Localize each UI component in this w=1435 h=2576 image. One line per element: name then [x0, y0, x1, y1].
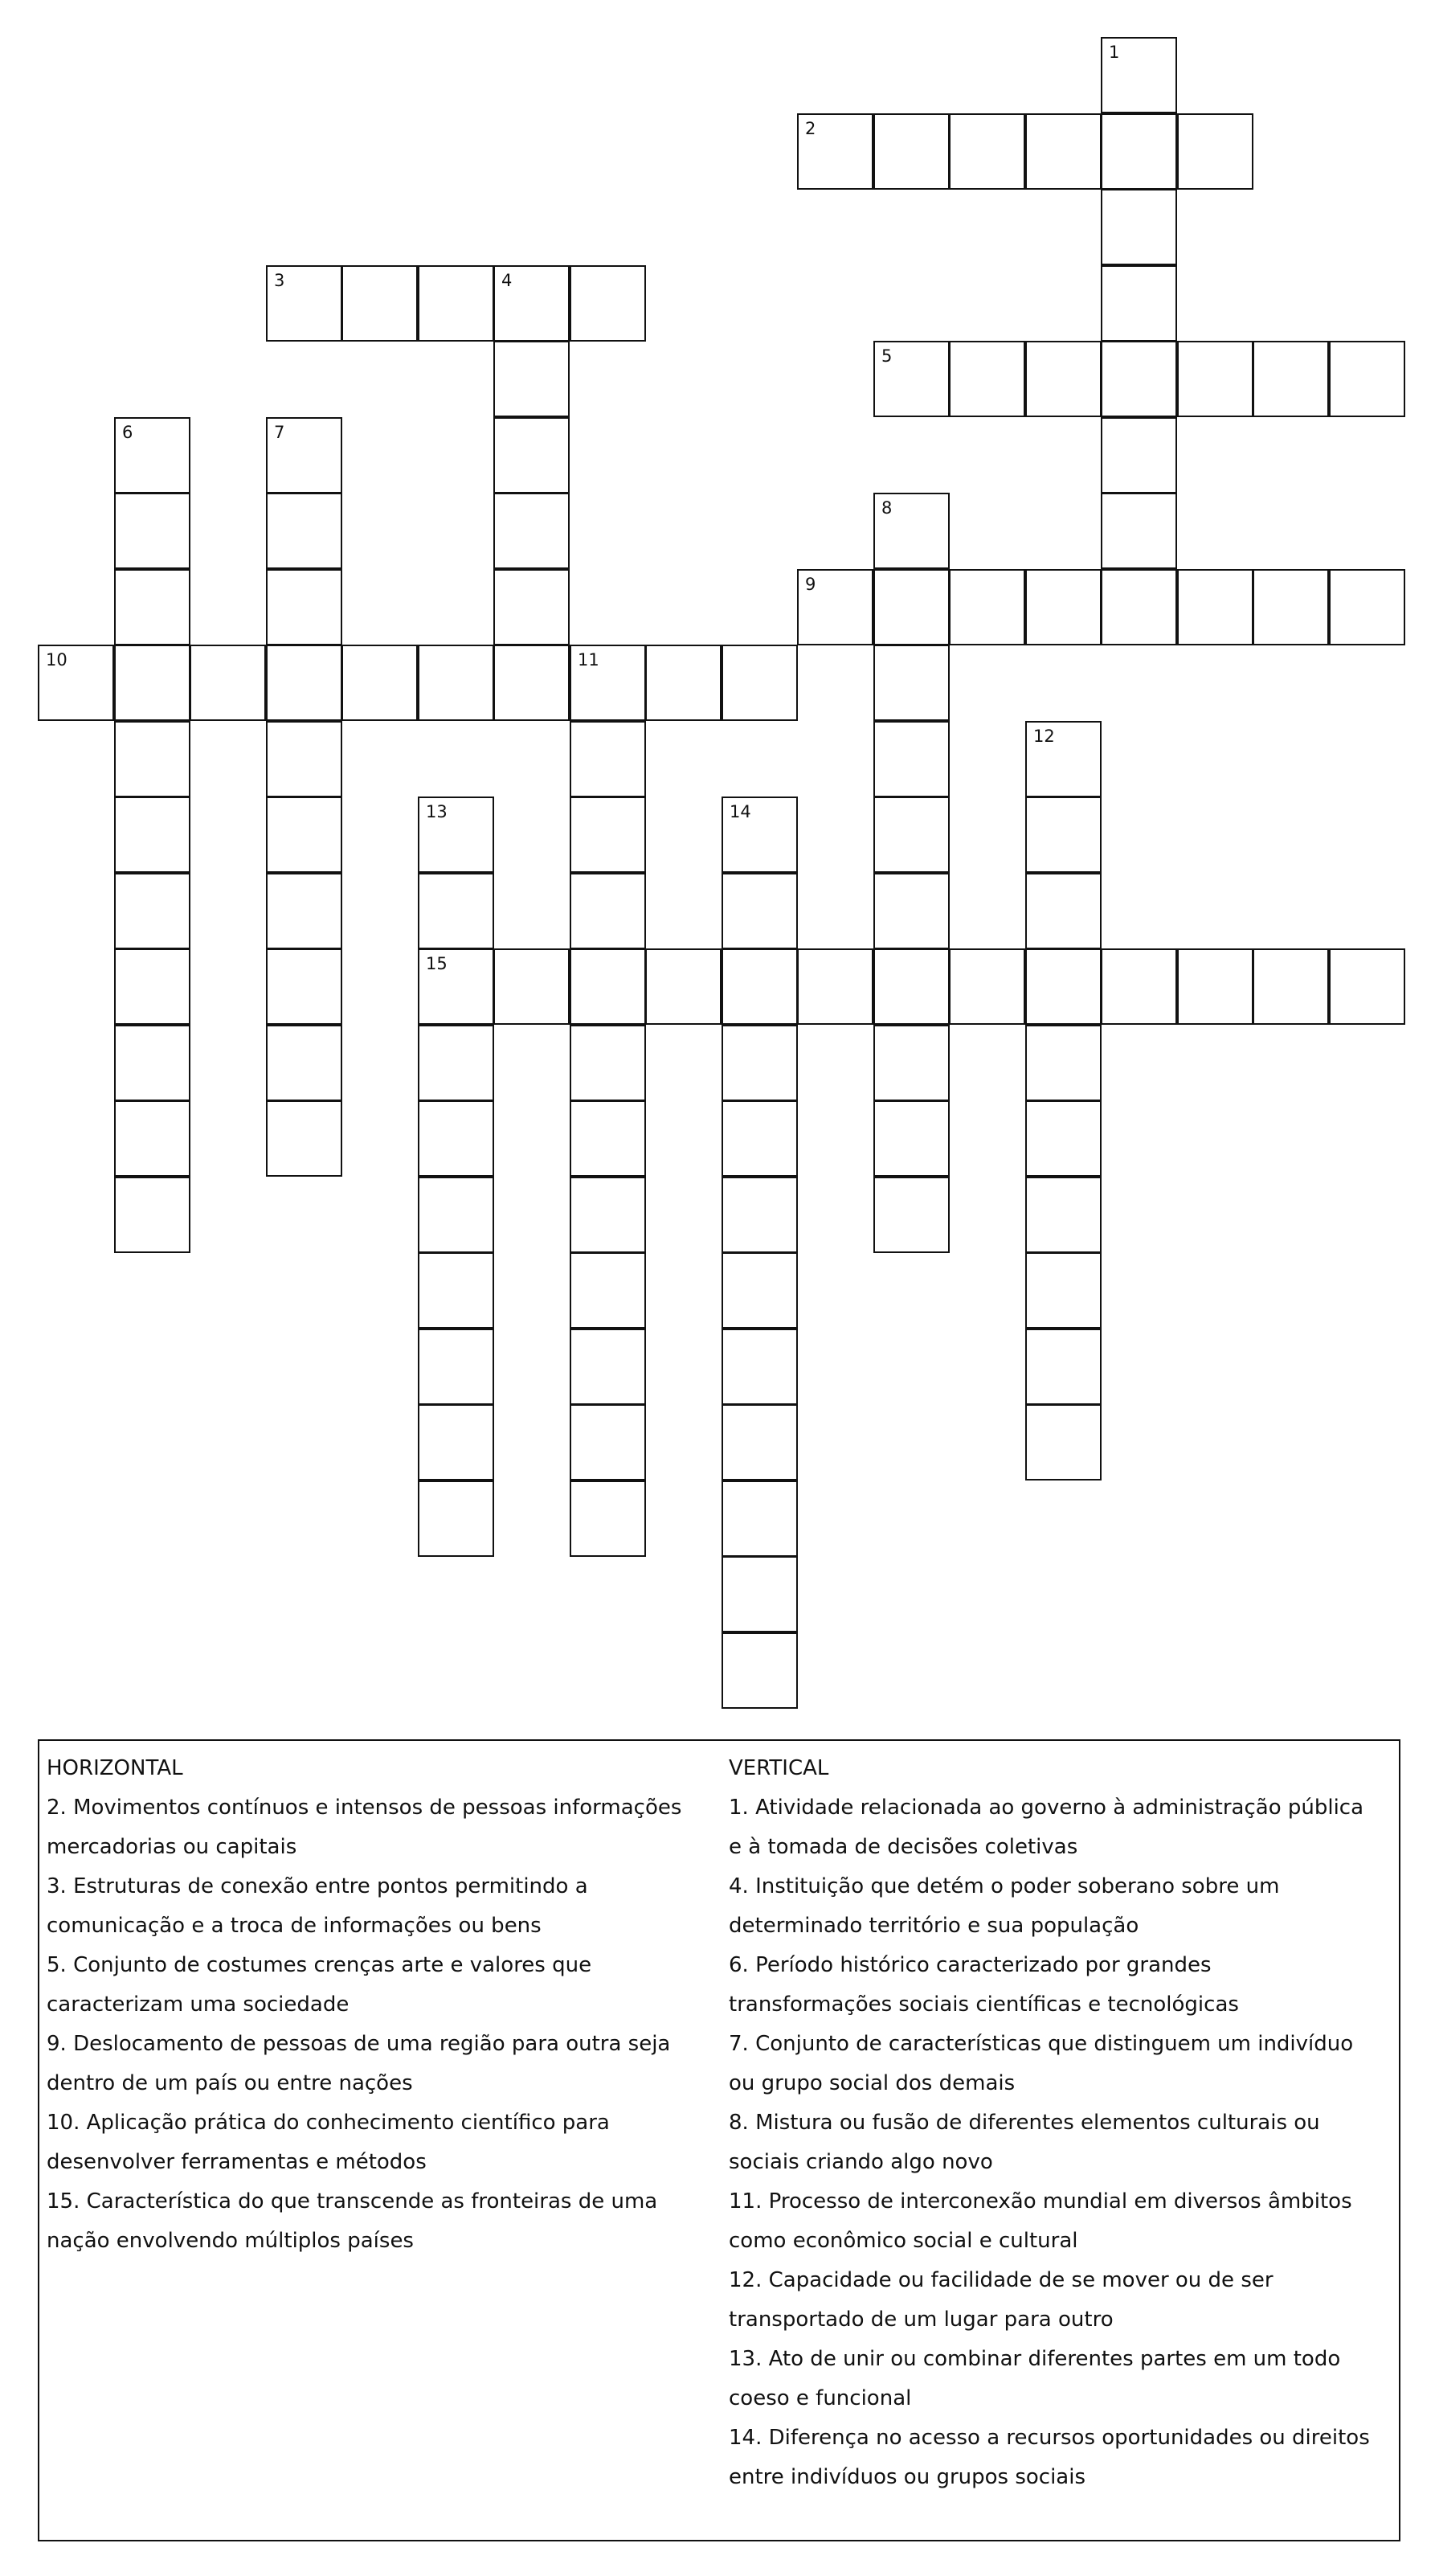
clue-number: 4 [501, 271, 513, 290]
crossword-cell[interactable] [418, 1480, 494, 1557]
clue-line: e à tomada de decisões coletivas [729, 1835, 1078, 1859]
crossword-cell[interactable] [418, 1177, 494, 1253]
crossword-cell[interactable] [873, 493, 950, 569]
crossword-cell[interactable] [722, 1100, 798, 1177]
crossword-cell[interactable] [341, 645, 418, 721]
crossword-cell[interactable] [873, 341, 950, 417]
clue-line: transportado de um lugar para outro [729, 2308, 1114, 2332]
clue-number: 7 [274, 423, 285, 442]
clue-line: 12. Capacidade ou facilidade de se mover ou de ser [729, 2268, 1274, 2292]
crossword-cell[interactable] [1101, 189, 1177, 265]
crossword-cell[interactable] [1025, 948, 1102, 1025]
crossword-cell[interactable] [722, 645, 798, 721]
clue-line: transformações sociais científicas e tecnológicas [729, 1992, 1239, 2017]
crossword-cell[interactable] [114, 1100, 190, 1177]
crossword-cell[interactable] [722, 1556, 798, 1632]
crossword-cell[interactable] [493, 569, 570, 645]
crossword-cell[interactable] [114, 948, 190, 1025]
clue-number: 5 [881, 346, 893, 366]
clue-line: 1. Atividade relacionada ao governo à administração pública [729, 1796, 1364, 1820]
clue-line: 6. Período histórico caracterizado por grandes [729, 1953, 1212, 1977]
clue-line: 7. Conjunto de características que distinguem um indivíduo [729, 2032, 1354, 2056]
crossword-cell[interactable] [722, 1252, 798, 1329]
crossword-cell[interactable] [570, 1329, 646, 1405]
crossword-cell[interactable] [418, 873, 494, 949]
crossword-cell[interactable] [1025, 113, 1102, 190]
crossword-cell[interactable] [1253, 569, 1329, 645]
clue-line: 15. Característica do que transcende as fronteiras de uma [47, 2189, 658, 2214]
clue-line: sociais criando algo novo [729, 2150, 993, 2174]
clue-line: 8. Mistura ou fusão de diferentes elementos culturais ou [729, 2111, 1320, 2135]
crossword-cell[interactable] [873, 873, 950, 949]
clue-number: 6 [122, 423, 133, 442]
crossword-cell[interactable] [1101, 37, 1177, 113]
crossword-cell[interactable] [1177, 569, 1253, 645]
crossword-cell[interactable] [493, 341, 570, 417]
crossword-cell[interactable] [114, 1177, 190, 1253]
crossword-cell[interactable] [266, 417, 342, 493]
crossword-cell[interactable] [873, 1100, 950, 1177]
clue-line: comunicação e a troca de informações ou bens [47, 1914, 542, 1938]
crossword-cell[interactable] [266, 569, 342, 645]
crossword-cell[interactable] [1025, 873, 1102, 949]
crossword-cell[interactable] [418, 1100, 494, 1177]
horizontal-title: HORIZONTAL [47, 1756, 183, 1780]
crossword-cell[interactable] [873, 721, 950, 797]
crossword-cell[interactable] [722, 1025, 798, 1101]
crossword-cell[interactable] [570, 645, 646, 721]
crossword-cell[interactable] [114, 873, 190, 949]
crossword-cell[interactable] [1177, 341, 1253, 417]
crossword-cell[interactable] [418, 948, 494, 1025]
crossword-cell[interactable] [1101, 569, 1177, 645]
crossword-cell[interactable] [266, 797, 342, 873]
crossword-cell[interactable] [1101, 948, 1177, 1025]
crossword-cell[interactable] [1329, 948, 1405, 1025]
crossword-cell[interactable] [949, 113, 1025, 190]
clue-line: como econômico social e cultural [729, 2229, 1078, 2253]
crossword-cell[interactable] [797, 948, 873, 1025]
crossword-cell[interactable] [570, 1480, 646, 1557]
crossword-cell[interactable] [114, 569, 190, 645]
crossword-cell[interactable] [1329, 569, 1405, 645]
crossword-cell[interactable] [266, 1025, 342, 1101]
crossword-cell[interactable] [797, 569, 873, 645]
crossword-cell[interactable] [114, 493, 190, 569]
clue-line: entre indivíduos ou grupos sociais [729, 2465, 1086, 2489]
crossword-cell[interactable] [114, 417, 190, 493]
clue-number: 14 [730, 802, 751, 821]
crossword-cell[interactable] [266, 645, 342, 721]
crossword-cell[interactable] [1025, 569, 1102, 645]
crossword-cell[interactable] [114, 721, 190, 797]
crossword-cell[interactable] [418, 645, 494, 721]
crossword-cell[interactable] [266, 721, 342, 797]
crossword-cell[interactable] [570, 1252, 646, 1329]
crossword-cell[interactable] [114, 645, 190, 721]
crossword-cell[interactable] [722, 1632, 798, 1709]
horizontal-clues [47, 1749, 713, 2261]
crossword-cell[interactable] [722, 1329, 798, 1405]
clue-number: 12 [1033, 727, 1055, 746]
crossword-cell[interactable] [114, 797, 190, 873]
crossword-cell[interactable] [797, 113, 873, 190]
clue-number: 8 [881, 498, 893, 518]
crossword-cell[interactable] [493, 493, 570, 569]
crossword-cell[interactable] [570, 797, 646, 873]
crossword-cell[interactable] [1177, 948, 1253, 1025]
crossword-cell[interactable] [873, 569, 950, 645]
crossword-cell[interactable] [114, 1025, 190, 1101]
crossword-cell[interactable] [570, 1100, 646, 1177]
crossword-cell[interactable] [1253, 341, 1329, 417]
crossword-cell[interactable] [1025, 721, 1102, 797]
clue-number: 10 [46, 650, 67, 670]
crossword-cell[interactable] [493, 265, 570, 342]
crossword-cell[interactable] [1025, 341, 1102, 417]
vertical-clues [729, 1749, 1396, 2497]
crossword-cell[interactable] [1101, 417, 1177, 493]
crossword-cell[interactable] [1101, 341, 1177, 417]
crossword-cell[interactable] [1177, 113, 1253, 190]
crossword-cell[interactable] [949, 948, 1025, 1025]
clue-line: dentro de um país ou entre nações [47, 2071, 413, 2095]
crossword-cell[interactable] [1253, 948, 1329, 1025]
crossword-cell[interactable] [1329, 341, 1405, 417]
clue-line: 13. Ato de unir ou combinar diferentes partes em um todo [729, 2347, 1341, 2371]
crossword-cell[interactable] [570, 721, 646, 797]
clues-box [38, 1739, 1400, 2541]
crossword-cell[interactable] [722, 1177, 798, 1253]
crossword-cell[interactable] [1025, 797, 1102, 873]
crossword-cell[interactable] [190, 645, 266, 721]
crossword-cell[interactable] [570, 1404, 646, 1480]
crossword-cell[interactable] [570, 873, 646, 949]
crossword-cell[interactable] [266, 265, 342, 342]
crossword-cell[interactable] [266, 873, 342, 949]
clue-line: 9. Deslocamento de pessoas de uma região para outra seja [47, 2032, 671, 2056]
crossword-cell[interactable] [1101, 113, 1177, 190]
crossword-cell[interactable] [949, 341, 1025, 417]
crossword-cell[interactable] [1101, 265, 1177, 342]
clue-line: ou grupo social dos demais [729, 2071, 1016, 2095]
crossword-cell[interactable] [1025, 1177, 1102, 1253]
crossword-cell[interactable] [873, 797, 950, 873]
crossword-cell[interactable] [645, 645, 722, 721]
crossword-cell[interactable] [418, 1404, 494, 1480]
crossword-cell[interactable] [38, 645, 114, 721]
clue-number: 2 [805, 119, 816, 138]
crossword-cell[interactable] [266, 493, 342, 569]
crossword-cell[interactable] [873, 113, 950, 190]
crossword-cell[interactable] [418, 797, 494, 873]
clue-number: 13 [426, 802, 448, 821]
crossword-cell[interactable] [493, 645, 570, 721]
crossword-cell[interactable] [722, 873, 798, 949]
clue-number: 9 [805, 575, 816, 594]
vertical-title: VERTICAL [729, 1756, 829, 1780]
clue-line: determinado território e sua população [729, 1914, 1139, 1938]
clue-number: 3 [274, 271, 285, 290]
clue-line: 10. Aplicação prática do conhecimento científico para [47, 2111, 610, 2135]
crossword-cell[interactable] [266, 948, 342, 1025]
clue-line: nação envolvendo múltiplos países [47, 2229, 414, 2253]
crossword-cell[interactable] [722, 797, 798, 873]
crossword-cell[interactable] [341, 265, 418, 342]
crossword-cell[interactable] [1025, 1100, 1102, 1177]
crossword-cell[interactable] [570, 1177, 646, 1253]
clue-line: caracterizam uma sociedade [47, 1992, 350, 2017]
crossword-cell[interactable] [570, 948, 646, 1025]
crossword-cell[interactable] [873, 948, 950, 1025]
crossword-cell[interactable] [645, 948, 722, 1025]
crossword-cell[interactable] [873, 1025, 950, 1101]
crossword-cell[interactable] [570, 1025, 646, 1101]
clue-number: 11 [578, 650, 599, 670]
crossword-cell[interactable] [1025, 1025, 1102, 1101]
crossword-cell[interactable] [722, 1404, 798, 1480]
crossword-cell[interactable] [418, 1329, 494, 1405]
crossword-cell[interactable] [1025, 1329, 1102, 1405]
clue-line: mercadorias ou capitais [47, 1835, 297, 1859]
clue-line: 14. Diferença no acesso a recursos oportunidades ou direitos [729, 2426, 1370, 2450]
clue-line: 2. Movimentos contínuos e intensos de pessoas informações [47, 1796, 682, 1820]
crossword-cell[interactable] [266, 1100, 342, 1177]
clue-line: 11. Processo de interconexão mundial em diversos âmbitos [729, 2189, 1352, 2214]
crossword-cell[interactable] [418, 265, 494, 342]
crossword-cell[interactable] [1025, 1252, 1102, 1329]
clue-number: 1 [1109, 43, 1120, 62]
clue-line: desenvolver ferramentas e métodos [47, 2150, 427, 2174]
crossword-cell[interactable] [722, 948, 798, 1025]
clue-line: 3. Estruturas de conexão entre pontos permitindo a [47, 1874, 588, 1898]
crossword-cell[interactable] [873, 645, 950, 721]
clue-number: 15 [426, 954, 448, 973]
clue-line: coeso e funcional [729, 2386, 912, 2410]
crossword-cell[interactable] [873, 1177, 950, 1253]
crossword-cell[interactable] [1101, 493, 1177, 569]
crossword-cell[interactable] [493, 417, 570, 493]
clue-line: 4. Instituição que detém o poder soberano sobre um [729, 1874, 1280, 1898]
crossword-cell[interactable] [418, 1252, 494, 1329]
crossword-cell[interactable] [418, 1025, 494, 1101]
clue-line: 5. Conjunto de costumes crenças arte e valores que [47, 1953, 592, 1977]
crossword-cell[interactable] [493, 948, 570, 1025]
crossword-cell[interactable] [570, 265, 646, 342]
crossword-cell[interactable] [1025, 1404, 1102, 1480]
crossword-cell[interactable] [722, 1480, 798, 1557]
crossword-cell[interactable] [949, 569, 1025, 645]
